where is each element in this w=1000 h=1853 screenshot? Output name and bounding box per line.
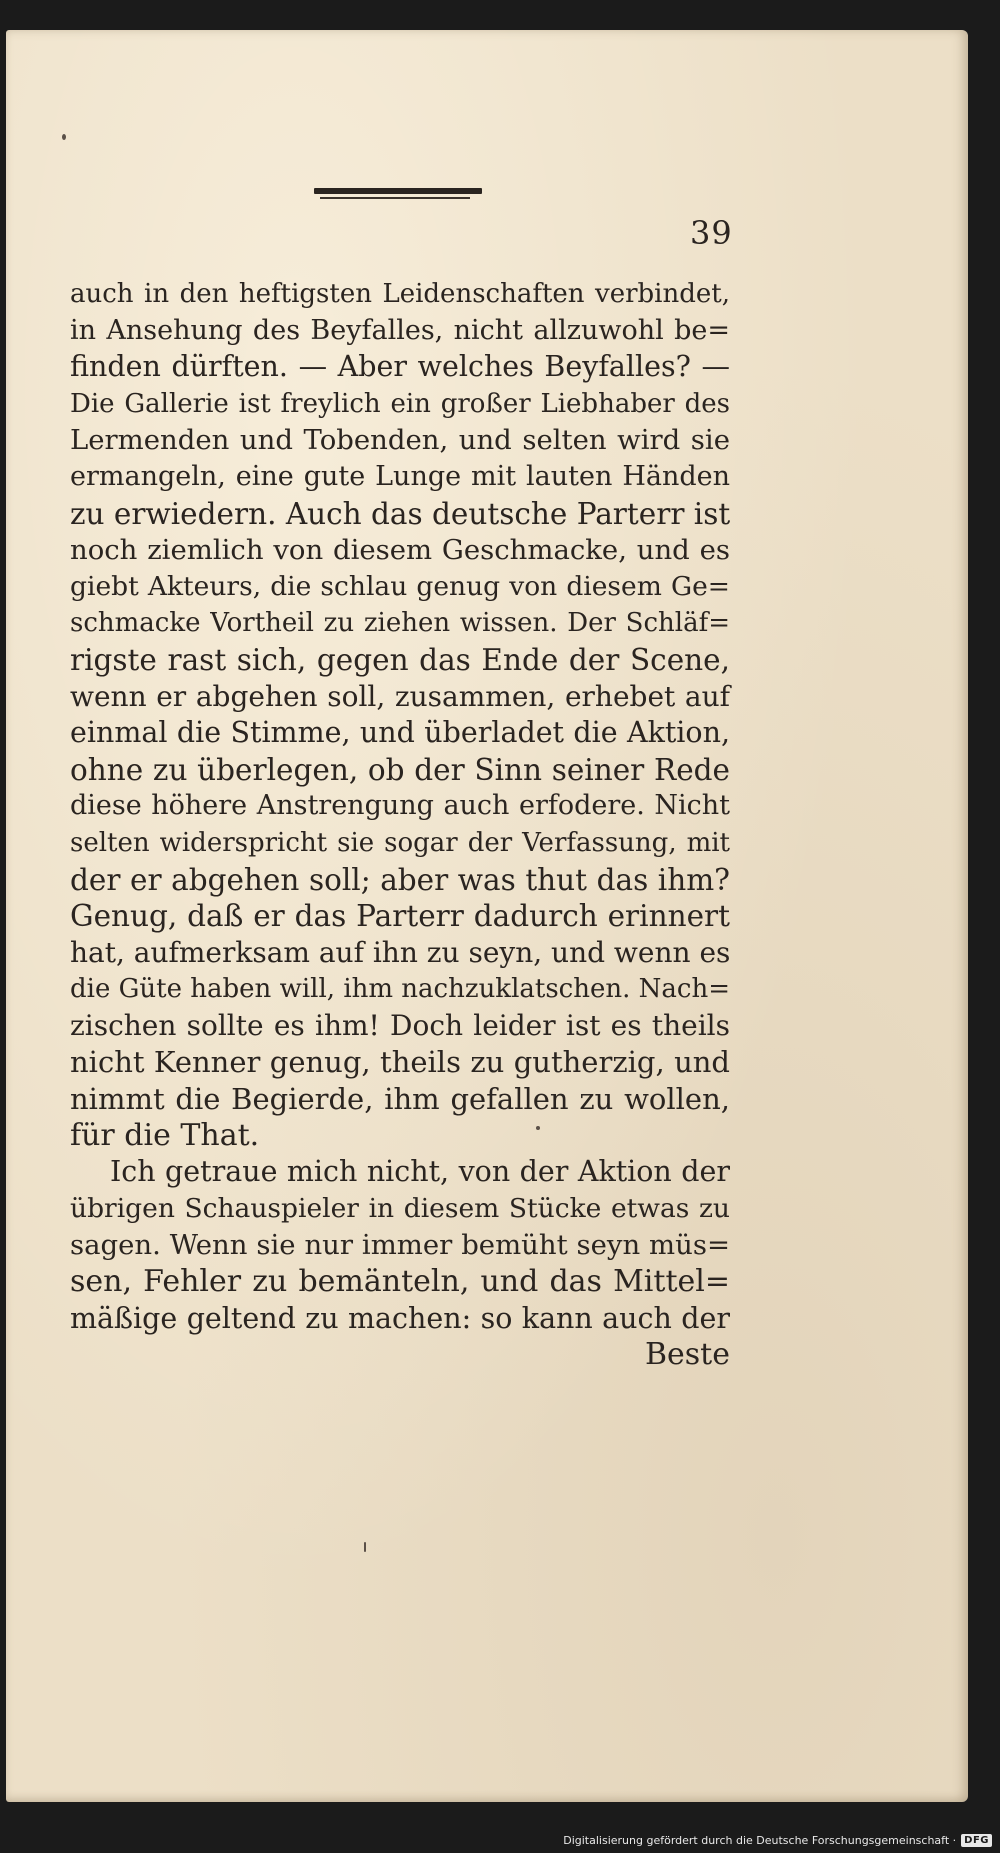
text-line: rigste rast sich, gegen das Ende der Scene, bbox=[70, 642, 730, 677]
text-line: noch ziemlich von diesem Geschmacke, und es bbox=[70, 534, 730, 567]
catchword: Beste bbox=[644, 1337, 730, 1373]
text-line: in Ansehung des Beyfalles, nicht allzuwohl be= bbox=[70, 314, 730, 346]
text-line: wenn er abgehen soll, zusammen, erhebet auf bbox=[70, 679, 730, 713]
text-line: Lermenden und Tobenden, und selten wird sie bbox=[70, 424, 730, 457]
text-line: ohne zu überlegen, ob der Sinn seiner Rede bbox=[70, 752, 730, 787]
header-rule-thick bbox=[314, 188, 482, 194]
text-line: selten widerspricht sie sogar der Verfassung, mit bbox=[70, 827, 730, 858]
text-line: nicht Kenner genug, theils zu gutherzig, und bbox=[70, 1045, 730, 1080]
header-ornament-rule bbox=[314, 188, 482, 200]
digitization-credit bbox=[563, 1834, 992, 1847]
text-line: ermangeln, eine gute Lunge mit lauten Händen bbox=[70, 460, 730, 492]
text-line: übrigen Schauspieler in diesem Stücke etwas zu bbox=[70, 1192, 730, 1224]
text-line: Genug, daß er das Parterr dadurch erinnert bbox=[70, 899, 730, 934]
text-line: hat, aufmerksam auf ihn zu seyn, und wenn es bbox=[70, 935, 731, 969]
ink-speck bbox=[364, 1542, 366, 1552]
text-line: zu erwiedern. Auch das deutsche Parterr ist bbox=[70, 496, 731, 531]
text-line: sagen. Wenn sie nur immer bemüht seyn müs= bbox=[70, 1229, 730, 1262]
text-line: nimmt die Begierde, ihm gefallen zu wollen, bbox=[70, 1082, 730, 1117]
text-line: finden dürften. — Aber welches Beyfalles? — bbox=[70, 350, 730, 384]
dfg-logo-icon: DFG bbox=[961, 1834, 992, 1847]
page-number: 39 bbox=[690, 214, 733, 252]
text-line: schmacke Vortheil zu ziehen wissen. Der Schläf= bbox=[70, 608, 730, 639]
text-line: Ich getraue mich nicht, von der Aktion der bbox=[110, 1155, 730, 1189]
header-rule-thin bbox=[320, 197, 470, 199]
text-line: einmal die Stimme, und überladet die Aktion, bbox=[70, 716, 730, 750]
text-line: die Güte haben will, ihm nachzuklatschen. Nach= bbox=[70, 974, 730, 1005]
book-page bbox=[6, 30, 968, 1802]
ink-speck bbox=[62, 134, 66, 140]
body-text bbox=[70, 276, 730, 1374]
text-line: Die Gallerie ist freylich ein großer Liebhaber des bbox=[70, 388, 730, 419]
text-line: auch in den heftigsten Leidenschaften verbindet, bbox=[70, 279, 730, 309]
text-line: giebt Akteurs, die schlau genug von diesem Ge= bbox=[70, 570, 730, 602]
text-line: sen, Fehler zu bemänteln, und das Mittel= bbox=[70, 1264, 730, 1300]
text-line: der er abgehen soll; aber was thut das ihm? bbox=[70, 862, 730, 897]
text-line: diese höhere Anstrengung auch erfodere. Nicht bbox=[70, 790, 730, 822]
text-line: mäßige geltend zu machen: so kann auch der bbox=[70, 1301, 730, 1335]
text-line: zischen sollte es ihm! Doch leider ist es theils bbox=[70, 1008, 730, 1042]
credit-text: Digitalisierung gefördert durch die Deutsche Forschungsgemeinschaft · bbox=[563, 1834, 957, 1847]
text-line: für die That. bbox=[70, 1117, 260, 1153]
